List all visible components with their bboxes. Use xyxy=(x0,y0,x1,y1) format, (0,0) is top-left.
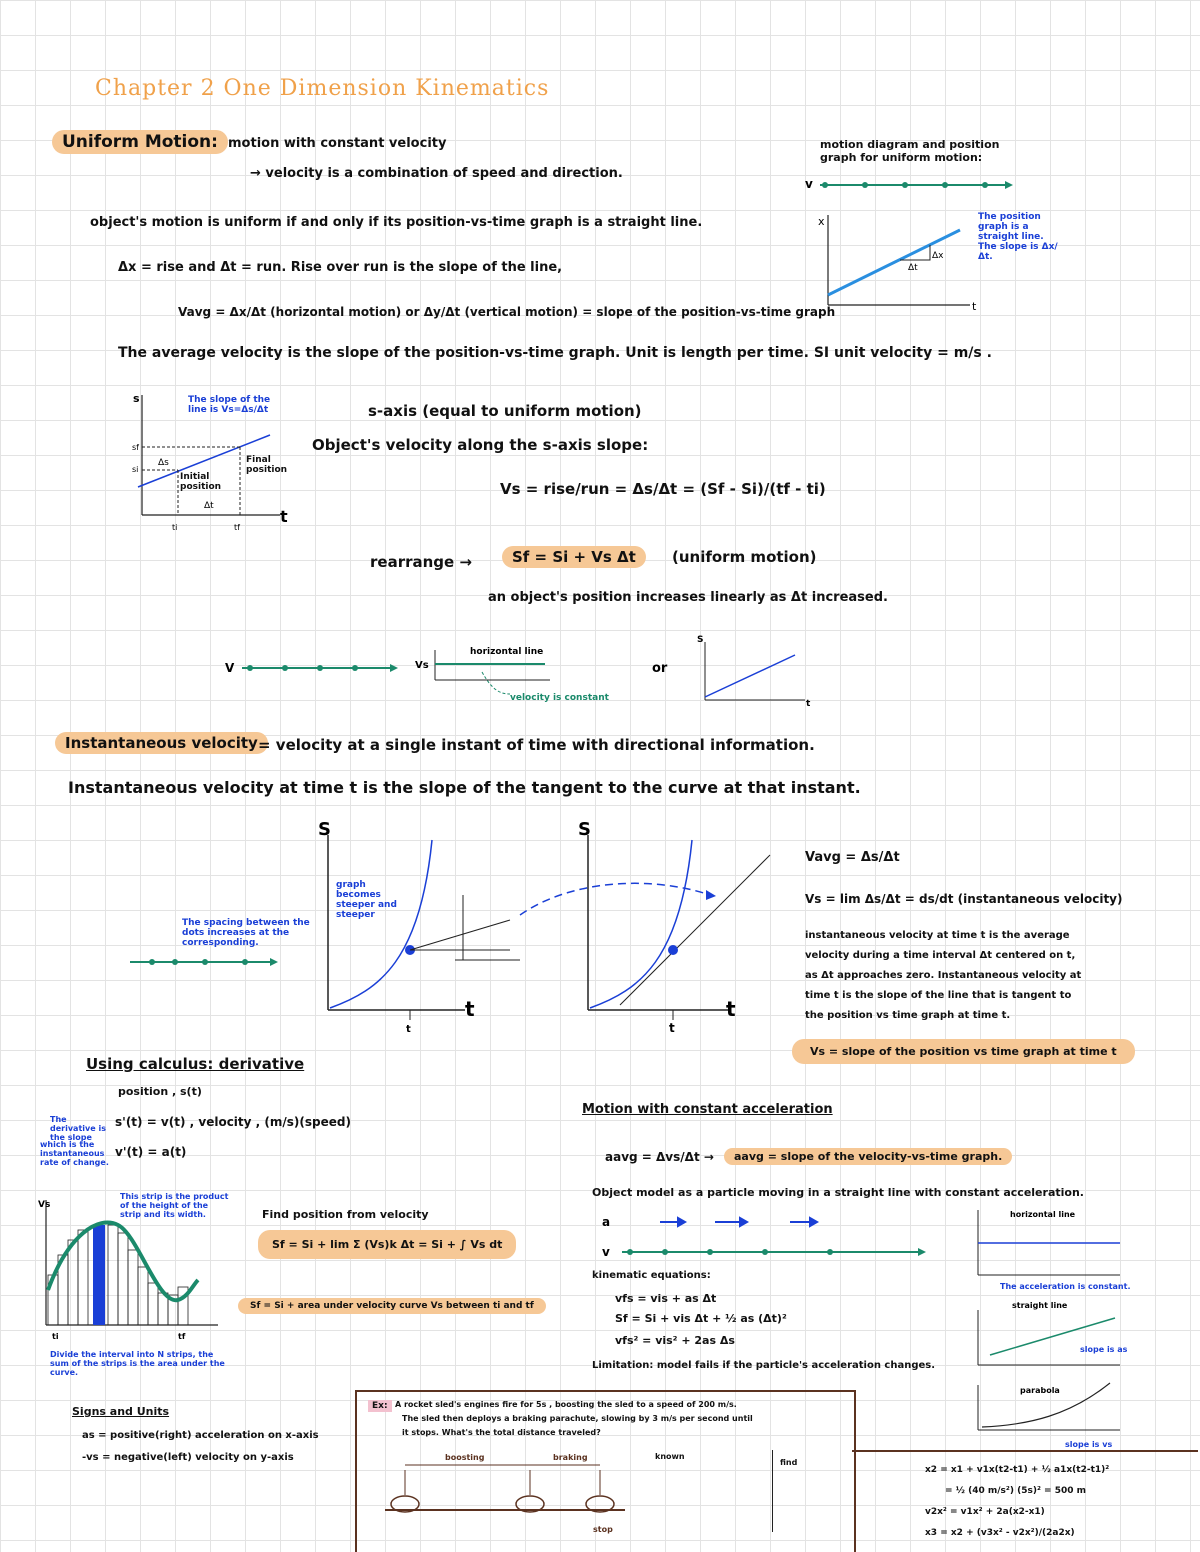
graph1-tick: t xyxy=(406,1024,411,1035)
example-eq-1: x2 = x1 + v1x(t2-t1) + ½ a1x(t2-t1)² xyxy=(925,1465,1110,1475)
instant-boxed: Vs = slope of the position vs time graph at time t xyxy=(792,1039,1135,1064)
mini-v-label: V xyxy=(225,661,235,675)
graph-t-label: t xyxy=(972,300,977,313)
example-q1: A rocket sled's engines fire for 5s , boosting the sled to a speed of 200 m/s. xyxy=(395,1400,737,1409)
uniform-motion-note: (uniform motion) xyxy=(672,548,817,566)
side-title: motion diagram and position graph for uniform motion: xyxy=(820,138,1000,164)
interval-note: Divide the interval into N strips, the sum of the strips is the area under the curve. xyxy=(50,1350,225,1377)
instant-desc-2: velocity during a time interval Δt centered on t, xyxy=(805,950,1076,961)
sf-label: sf xyxy=(132,443,139,452)
find-label: find xyxy=(780,1458,798,1467)
instant-desc-3: as Δt approaches zero. Instantaneous velocity at xyxy=(805,970,1082,981)
si-label: si xyxy=(132,465,139,474)
signs-1: as = positive(right) acceleration on x-axis xyxy=(82,1430,319,1441)
slope-a-note: slope is as xyxy=(1080,1345,1128,1354)
accel-a-label: a xyxy=(602,1215,611,1229)
uniform-line-2: Δx = rise and Δt = run. Rise over run is the slope of the line, xyxy=(118,260,563,275)
accel-v-label: v xyxy=(602,1245,610,1259)
s-axis-sub: Object's velocity along the s-axis slope: xyxy=(312,436,649,454)
example-eq-3: v2x² = v1x² + 2a(x2-x1) xyxy=(925,1507,1045,1517)
mini-vs-label: Vs xyxy=(415,660,429,671)
s-axis-s-label: s xyxy=(133,392,140,405)
velocity-note: → velocity is a combination of speed and direction. xyxy=(250,166,623,181)
graph-dx-label: Δx xyxy=(932,251,944,261)
mini-t-label: t xyxy=(806,699,811,709)
final-position: Final position xyxy=(246,455,288,475)
accel-model: Object model as a particle moving in a straight line with constant acceleration. xyxy=(592,1186,1084,1199)
calculus-title: Using calculus: derivative xyxy=(86,1055,305,1073)
accel-title: Motion with constant acceleration xyxy=(582,1102,833,1117)
sf-boxed-formula: Sf = Si + Vs Δt xyxy=(502,546,646,568)
s-axis-t-label: t xyxy=(280,507,288,526)
derivative-note: The derivative is the slope xyxy=(50,1115,106,1142)
brake-label: braking xyxy=(553,1453,588,1462)
instantaneous-line: Instantaneous velocity at time t is the slope of the tangent to the curve at that instant. xyxy=(68,778,861,797)
accel-aavg: aavg = Δvs/Δt → xyxy=(605,1150,714,1164)
instant-desc-1: instantaneous velocity at time t is the average xyxy=(805,930,1070,941)
strip-note: This strip is the product of the height of the strip and its width. xyxy=(120,1192,229,1219)
instant-desc-4: time t is the slope of the line that is tangent to xyxy=(805,990,1072,1001)
graph-v-label: v xyxy=(805,177,813,191)
example-eq-4: x3 = x2 + (v3x² - v2x²)/(2a2x) xyxy=(925,1528,1075,1538)
example-divider xyxy=(772,1450,773,1532)
riemann-ti-label: ti xyxy=(52,1332,59,1341)
slope-note: The slope of the line is Vs=Δs/Δt xyxy=(188,395,271,415)
ti-label: ti xyxy=(172,523,178,532)
spacing-note: The spacing between the dots increases at the corresponding. xyxy=(182,918,310,948)
instantaneous-label: Instantaneous velocity xyxy=(55,732,268,754)
page-title: Chapter 2 One Dimension Kinematics xyxy=(95,76,550,101)
horizontal-line-label: horizontal line xyxy=(470,647,544,657)
uniform-line-3: The average velocity is the slope of the position-vs-time graph. Unit is length per time. SI unit velocity = m/s . xyxy=(118,345,992,361)
calculus-derivative-1: s'(t) = v(t) , velocity , (m/s)(speed) xyxy=(115,1115,351,1129)
example-eq-2: = ½ (40 m/s²) (5s)² = 500 m xyxy=(945,1486,1086,1496)
graph1-t-label: t xyxy=(465,997,475,1021)
area-boxed: Sf = Si + area under velocity curve Vs between ti and tf xyxy=(238,1298,546,1314)
side-note: The position graph is a straight line. The slope is Δx/Δt. xyxy=(978,212,1058,262)
limitation-note: Limitation: model fails if the particle's acceleration changes. xyxy=(592,1360,936,1371)
example-q3: it stops. What's the total distance traveled? xyxy=(402,1428,601,1437)
boost-label: boosting xyxy=(445,1453,485,1462)
s-axis-title: s-axis (equal to uniform motion) xyxy=(368,402,642,420)
signs-title: Signs and Units xyxy=(72,1405,170,1418)
riemann-tf-label: tf xyxy=(178,1332,186,1341)
tf-label: tf xyxy=(234,523,240,532)
instantaneous-def: = velocity at a single instant of time with directional information. xyxy=(258,736,815,754)
graph-straight: straight line xyxy=(1012,1301,1068,1310)
calculus-position: position , s(t) xyxy=(118,1085,202,1098)
steeper-note: graph becomes steeper and steeper xyxy=(336,880,397,920)
sled-diagram xyxy=(375,1450,645,1545)
graph-horizontal: horizontal line xyxy=(1010,1210,1076,1219)
linear-increase-note: an object's position increases linearly as Δt increased. xyxy=(488,590,888,605)
example-tag: Ex: xyxy=(368,1400,392,1412)
accel-const-note: The acceleration is constant. xyxy=(1000,1282,1131,1291)
or-label: or xyxy=(652,661,668,676)
find-position-title: Find position from velocity xyxy=(262,1208,429,1221)
mini-s-label: S xyxy=(697,635,704,645)
graph-x-label: x xyxy=(818,215,825,228)
kinematic-eq-3: vfs² = vis² + 2as Δs xyxy=(615,1334,735,1347)
riemann-vs-label: Vs xyxy=(38,1200,51,1210)
ds-label: Δs xyxy=(158,458,169,468)
uniform-line-1: object's motion is uniform if and only if its position-vs-time graph is a straight line. xyxy=(90,215,703,230)
kinematic-eq-2: Sf = Si + vis Δt + ½ as (Δt)² xyxy=(615,1312,787,1325)
vavg-formula: Vavg = Δx/Δt (horizontal motion) or Δy/Δt (vertical motion) = slope of the position-vs-time graph xyxy=(178,305,836,319)
graph2-tick: t xyxy=(669,1021,675,1035)
accel-graphs xyxy=(970,1205,1160,1455)
integral-formula: Sf = Si + lim Σ (Vs)k Δt = Si + ∫ Vs dt xyxy=(258,1230,516,1259)
accel-motion-diagram xyxy=(600,1210,940,1270)
graph-dt-label: Δt xyxy=(908,263,918,273)
known-label: known xyxy=(655,1452,685,1461)
calculus-derivative-2: v'(t) = a(t) xyxy=(115,1145,187,1159)
accel-boxed: aavg = slope of the velocity-vs-time graph. xyxy=(724,1148,1012,1165)
s-axis-formula: Vs = rise/run = Δs/Δt = (Sf - Si)/(tf - ti) xyxy=(500,480,826,498)
graph-parabola: parabola xyxy=(1020,1386,1060,1395)
signs-2: -vs = negative(left) velocity on y-axis xyxy=(82,1452,294,1463)
rearrange-label: rearrange → xyxy=(370,553,472,571)
uniform-motion-definition: motion with constant velocity xyxy=(228,136,447,151)
initial-position: Initial position xyxy=(180,472,222,492)
instant-vs-limit: Vs = lim Δs/Δt = ds/dt (instantaneous velocity) xyxy=(805,892,1123,906)
dt-label: Δt xyxy=(204,501,214,511)
graph1-s-label: S xyxy=(318,819,331,840)
mini-graphs xyxy=(220,635,820,715)
kinematic-label: kinematic equations: xyxy=(592,1270,711,1281)
instant-vavg: Vavg = Δs/Δt xyxy=(805,850,900,865)
uniform-motion-label: Uniform Motion: xyxy=(52,130,228,154)
instant-desc-5: the position vs time graph at time t. xyxy=(805,1010,1011,1021)
kinematic-eq-1: vfs = vis + as Δt xyxy=(615,1292,717,1305)
constant-velocity-label: velocity is constant xyxy=(510,693,609,703)
rate-note: which is the instantaneous rate of change. xyxy=(40,1140,109,1167)
graph2-t-label: t xyxy=(726,997,736,1021)
slope-v-note: slope is vs xyxy=(1065,1440,1113,1449)
example-q2: The sled then deploys a braking parachute, slowing by 3 m/s per second until xyxy=(402,1414,753,1423)
stop-label: stop xyxy=(593,1525,613,1534)
graph2-s-label: S xyxy=(578,819,591,840)
